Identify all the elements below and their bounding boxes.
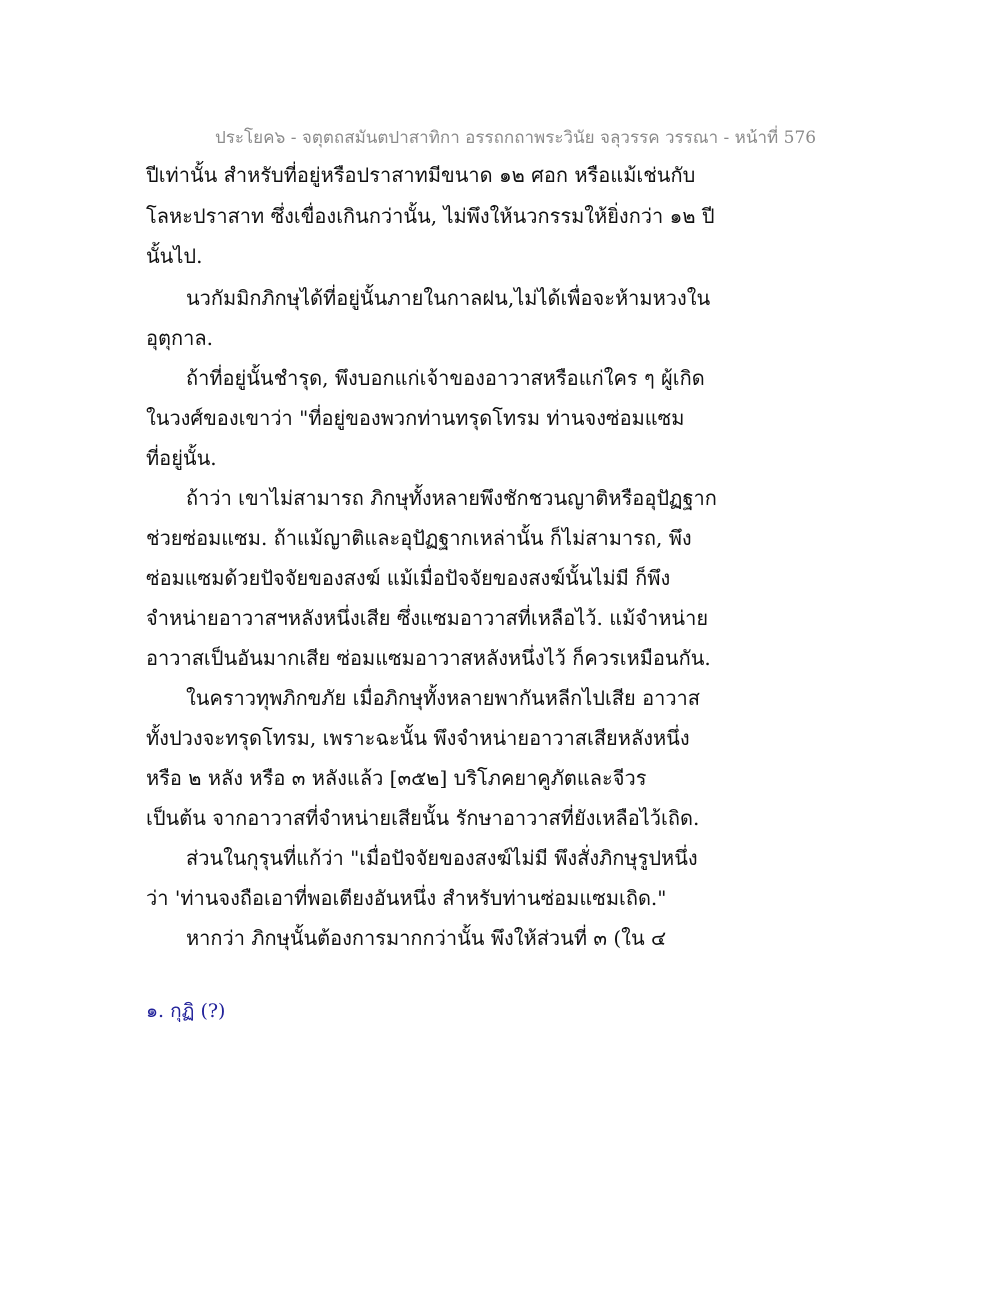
body-line: โลหะปราสาท ซึ่งเขื่องเกินกว่านั้น, ไม่พึงให้นวกรรมให้ยิ่งกว่า ๑๒ ปี	[146, 204, 715, 228]
body-line: ซ่อมแซมด้วยปัจจัยของสงฆ์ แม้เมื่อปัจจัยของสงฆ์นั้นไม่มี ก็พึง	[146, 566, 671, 590]
body-line: อุตุกาล.	[146, 326, 213, 350]
body-line: ว่า 'ท่านจงถือเอาที่พอเตียงอันหนึ่ง สำหรับท่านซ่อมแซมเถิด."	[146, 886, 667, 910]
body-line: เป็นต้น จากอาวาสที่จำหน่ายเสียนั้น รักษาอาวาสที่ยังเหลือไว้เถิด.	[146, 806, 700, 830]
paragraph-first-line: ในคราวทุพภิกขภัย เมื่อภิกษุทั้งหลายพากันหลีกไปเสีย อาวาส	[186, 686, 700, 710]
body-line: ช่วยซ่อมแซม. ถ้าแม้ญาติและอุปัฏฐากเหล่านั้น ก็ไม่สามารถ, พึง	[146, 526, 692, 550]
paragraph-first-line: ถ้าว่า เขาไม่สามารถ ภิกษุทั้งหลายพึงชักชวนญาติหรืออุปัฏฐาก	[186, 486, 717, 510]
body-line: ทั้งปวงจะทรุดโทรม, เพราะฉะนั้น พึงจำหน่ายอาวาสเสียหลังหนึ่ง	[146, 726, 690, 750]
body-line: ที่อยู่นั้น.	[146, 446, 217, 470]
body-line: จำหน่ายอาวาสฯหลังหนึ่งเสีย ซึ่งแซมอาวาสที่เหลือไว้. แม้จำหน่าย	[146, 606, 709, 630]
body-line: ปีเท่านั้น สำหรับที่อยู่หรือปราสาทมีขนาด ๑๒ ศอก หรือแม้เช่นกับ	[146, 163, 696, 187]
paragraph-first-line: นวกัมมิกภิกษุได้ที่อยู่นั้นภายในกาลฝน,ไม่ได้เพื่อจะห้ามหวงใน	[186, 286, 711, 310]
page-header: ประโยค๖ - จตุตถสมันตปาสาทิกา อรรถกถาพระวินัย จลุวรรค วรรณา - หน้าที่ 576	[215, 128, 817, 148]
footnote: ๑. กุฏิ (?)	[146, 1000, 226, 1022]
body-line: นั้นไป.	[146, 244, 203, 268]
body-line: อาวาสเป็นอันมากเสีย ซ่อมแซมอาวาสหลังหนึ่งไว้ ก็ควรเหมือนกัน.	[146, 646, 711, 670]
paragraph-first-line: ถ้าที่อยู่นั้นชำรุด, พึงบอกแก่เจ้าของอาวาสหรือแก่ใคร ๆ ผู้เกิด	[186, 366, 705, 390]
body-line: ในวงศ์ของเขาว่า "ที่อยู่ของพวกท่านทรุดโทรม ท่านจงซ่อมแซม	[146, 406, 685, 430]
paragraph-first-line: หากว่า ภิกษุนั้นต้องการมากกว่านั้น พึงให้ส่วนที่ ๓ (ใน ๔	[186, 926, 667, 950]
paragraph-first-line: ส่วนในกุรุนที่แก้ว่า "เมื่อปัจจัยของสงฆ์ไม่มี พึงสั่งภิกษุรูปหนึ่ง	[186, 846, 698, 870]
body-line: หรือ ๒ หลัง หรือ ๓ หลังแล้ว [๓๕๒] บริโภคยาคูภัตและจีวร	[146, 766, 647, 790]
